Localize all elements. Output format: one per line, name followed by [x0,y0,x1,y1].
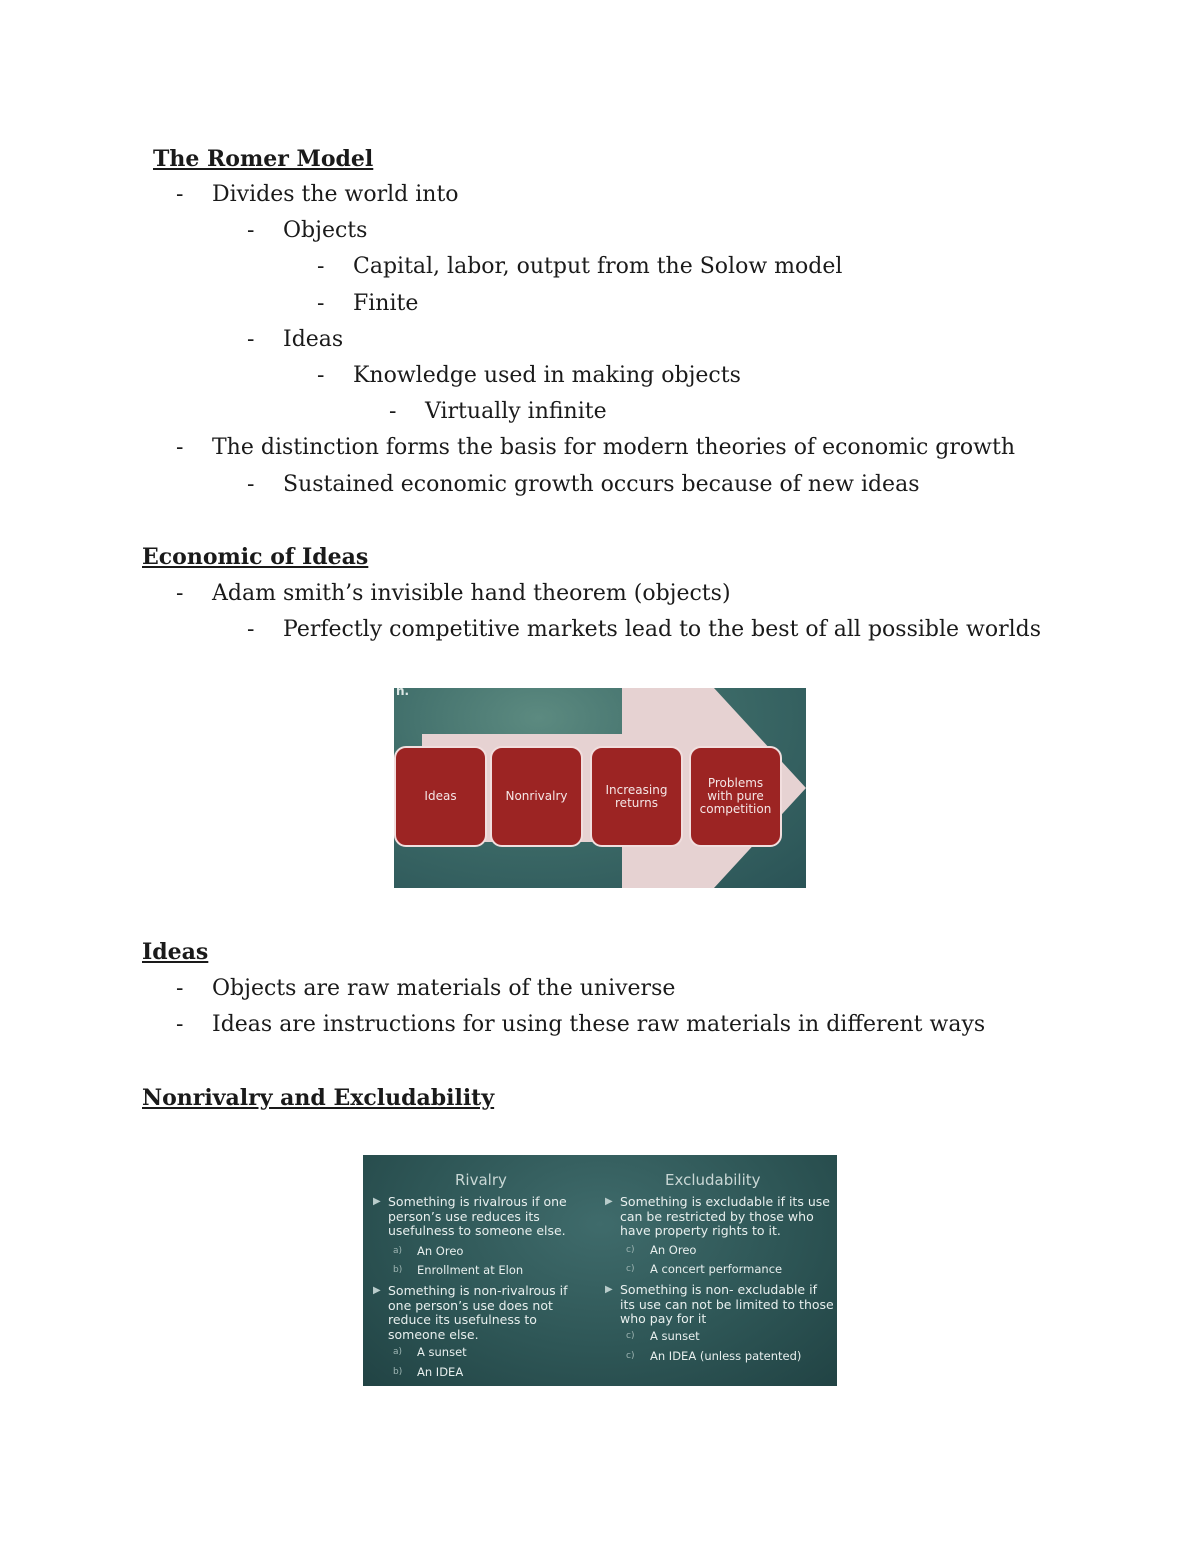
rivalry-title: Rivalry [455,1171,507,1189]
list-item: - Virtually infinite [389,399,607,424]
flow-step-increasing-returns: Increasing returns [590,746,683,847]
list-item: - Ideas are instructions for using these raw materials in different ways [176,1012,986,1037]
list-item: - Capital, labor, output from the Solow model [317,254,843,279]
flow-slide-image [394,688,806,888]
list-item: - Objects are raw materials of the universe [176,976,676,1001]
list-item: - Divides the world into [176,182,459,207]
slide-corner-text: n. [396,688,410,698]
triangle-bullet-icon: ▶ [605,1284,613,1295]
non-rivalry-example: b) An IDEA [393,1365,464,1379]
flow-step-ideas: Ideas [394,746,487,847]
triangle-bullet-icon: ▶ [373,1285,381,1296]
section-heading-ideas: Ideas [142,939,209,965]
list-item: - Knowledge used in making objects [317,363,741,388]
list-item: - Perfectly competitive markets lead to the best of all possible worlds [247,617,1042,642]
list-item: - The distinction forms the basis for modern theories of economic growth [176,435,1015,460]
flow-step-problems: Problems with pure competition [689,746,782,847]
excludability-example: c) An Oreo [626,1243,697,1257]
excludability-bullet: ▶ Something is excludable if its use can be restricted by those who have property rights to it. [605,1194,830,1238]
list-item: - Sustained economic growth occurs because of new ideas [247,472,920,497]
excludability-example: c) A concert performance [626,1262,783,1276]
non-rivalry-example: a) A sunset [393,1345,467,1359]
non-excludability-example: c) An IDEA (unless patented) [626,1349,802,1363]
non-excludability-example: c) A sunset [626,1329,700,1343]
triangle-bullet-icon: ▶ [605,1196,613,1207]
rivalry-example: b) Enrollment at Elon [393,1263,524,1277]
list-item: - Ideas [247,327,344,352]
rivalry-example: a) An Oreo [393,1244,464,1258]
section-heading-economics: Economic of Ideas [142,544,369,570]
rivalry-excludability-slide-image [363,1155,837,1386]
list-item: - Finite [317,291,419,316]
section-heading-nonrivalry: Nonrivalry and Excludability [142,1085,495,1111]
rivalry-bullet: ▶ Something is rivalrous if one person’s use reduces its usefulness to someone else. [373,1194,567,1238]
triangle-bullet-icon: ▶ [373,1196,381,1207]
non-excludability-bullet: ▶ Something is non- excludable if its use can not be limited to those who pay for it [605,1282,834,1326]
section-heading-romer: The Romer Model [153,146,374,172]
flow-step-nonrivalry: Nonrivalry [490,746,583,847]
non-rivalry-bullet: ▶ Something is non-rivalrous if one person’s use does not reduce its usefulness to someone else. [373,1283,568,1342]
list-item: - Objects [247,218,368,243]
excludability-title: Excludability [665,1171,761,1189]
list-item: - Adam smith’s invisible hand theorem (objects) [176,581,731,606]
